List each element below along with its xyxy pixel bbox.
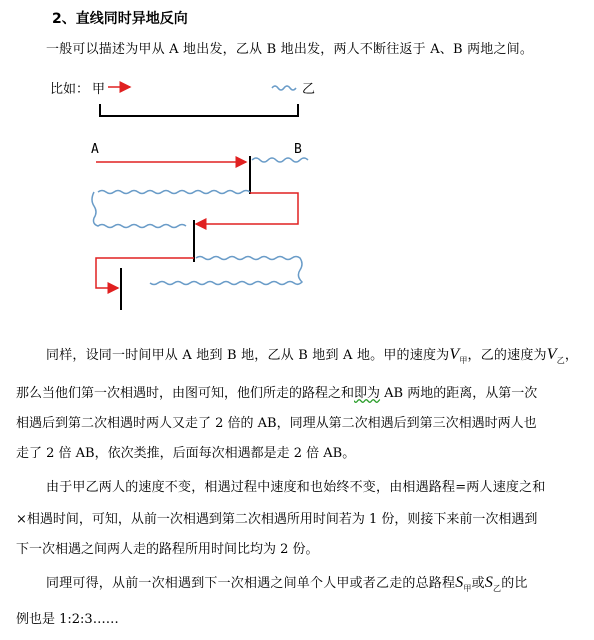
- paragraph-1-line-2: 那么当他们第一次相遇时，由图可知，他们所走的路程之和即为 AB 两地的距离，从第一次: [16, 386, 538, 401]
- blue-path-3: [150, 257, 302, 285]
- person-b-label: 乙: [302, 82, 316, 97]
- s-yi: $S_乙$: [484, 574, 502, 594]
- section-heading: 2、直线同时异地反向: [52, 11, 188, 27]
- point-a-label: A: [91, 142, 99, 157]
- intro-paragraph: 一般可以描述为甲从 A 地出发，乙从 B 地出发，两人不断往返于 A、B 两地之间。: [46, 42, 534, 57]
- example-label: 比如：: [50, 82, 90, 97]
- person-a-label: 甲: [92, 82, 106, 97]
- v-jia: $V_甲$: [449, 346, 468, 366]
- v-yi: $V_乙$: [546, 346, 565, 366]
- paragraph-2-line-3: 下一次相遇之间两人走的路程所用时间比均为 2 份。: [16, 542, 319, 557]
- paragraph-2-line-2: ×相遇时间，可知，从前一次相遇到第二次相遇所用时间若为 1 份，则接下来前一次相遇到: [16, 512, 538, 527]
- paragraph-1-line-1: 同样，设同一时间甲从 A 地到 B 地，乙从 B 地到 A 地。甲的速度为$V_甲$，乙的速度为$V_乙$，: [46, 346, 579, 366]
- red-path-3: [96, 258, 194, 288]
- s-jia: $S_甲$: [455, 574, 472, 594]
- example-bracket: [100, 104, 298, 116]
- example-wavy-yi: [272, 86, 296, 90]
- blue-path-1: [252, 158, 308, 162]
- paragraph-3-line-1: 同理可得，从前一次相遇到下一次相遇之间单个人甲或者乙走的总路程$S_甲$或$S_乙$的比: [46, 574, 528, 594]
- red-path-2: [196, 193, 298, 224]
- paragraph-1-line-4: 走了 2 倍 AB，依次类推，后面每次相遇都是走 2 倍 AB。: [16, 446, 356, 461]
- blue-path-2: [92, 191, 250, 228]
- paragraph-2-line-1: 由于甲乙两人的速度不变，相遇过程中速度和也始终不变，由相遇路程=两人速度之和: [46, 480, 546, 495]
- paragraph-1-line-3: 相遇后到第二次相遇时两人又走了 2 倍的 AB，同理从第二次相遇后到第三次相遇时两人也: [16, 416, 537, 431]
- point-b-label: B: [294, 142, 302, 157]
- paragraph-3-line-2: 例也是 1:2:3……: [16, 612, 119, 627]
